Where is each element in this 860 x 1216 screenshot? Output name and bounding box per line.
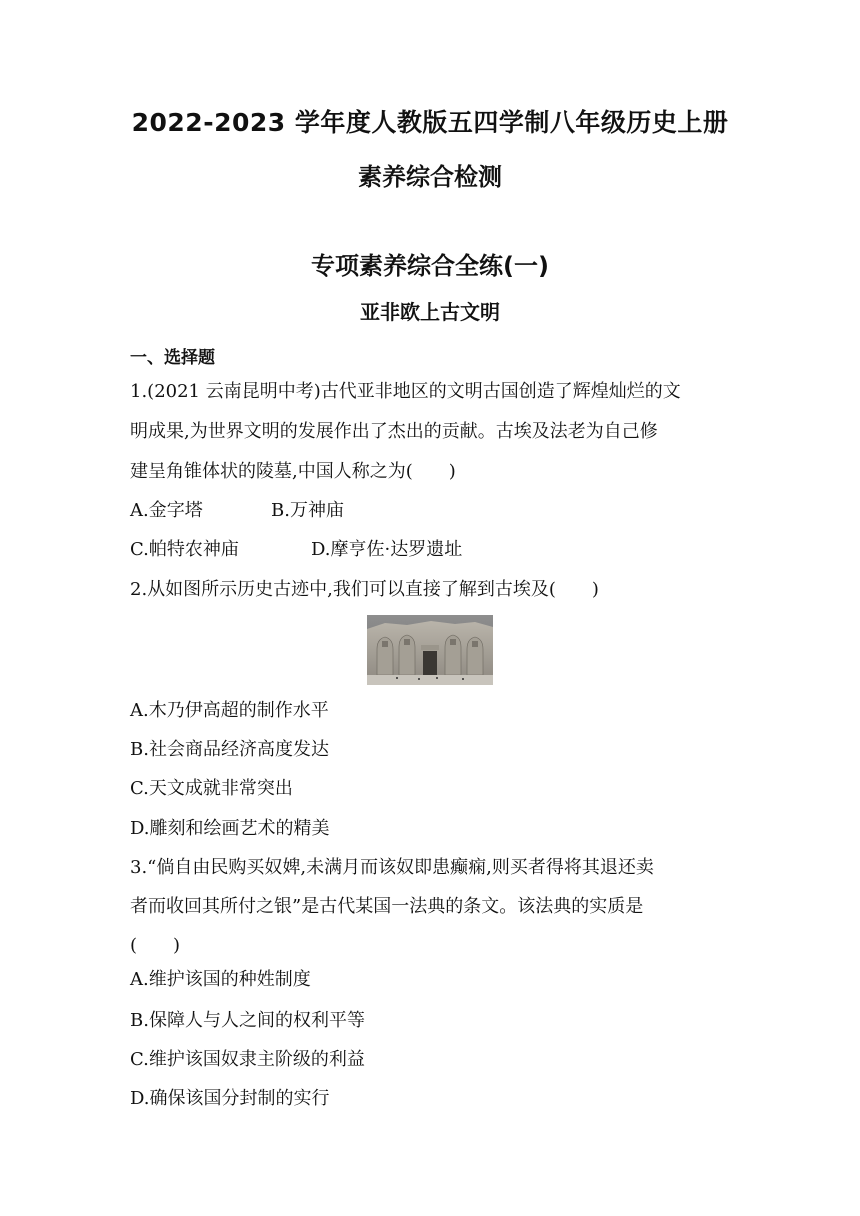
question-1-line-1: 1.(2021 云南昆明中考)古代亚非地区的文明古国创造了辉煌灿烂的文 [130,381,681,402]
question-3-option-d: D.确保该国分封制的实行 [130,1088,330,1109]
question-2-option-c: C.天文成就非常突出 [130,778,293,799]
document-title: 2022-2023 学年度人教版五四学制八年级历史上册 [131,108,729,137]
question-2-option-b: B.社会商品经济高度发达 [130,739,329,760]
part-heading: 一、选择题 [130,348,215,368]
question-1-option-b: B.万神庙 [271,500,344,521]
question-1-option-a: A.金字塔 [130,500,203,521]
section-title: 专项素养综合全练(一) [311,252,549,280]
question-3-option-b: B.保障人与人之间的权利平等 [130,1010,365,1031]
question-2-line-1: 2.从如图所示历史古迹中,我们可以直接了解到古埃及( ) [130,579,599,600]
question-1-options-row-2 [130,538,463,562]
question-3-line-2: 者而收回其所付之银”是古代某国一法典的条文。该法典的实质是 [130,896,644,917]
question-3-line-3: ( ) [130,935,181,956]
question-1-line-3: 建呈角锥体状的陵墓,中国人称之为( ) [130,461,456,482]
question-2-option-d: D.雕刻和绘画艺术的精美 [130,818,330,839]
abu-simbel-temple-photo [367,615,493,685]
question-1-option-c: C.帕特农神庙 [130,539,239,560]
question-1-option-d: D.摩亨佐·达罗遗址 [311,539,463,560]
question-2-option-a: A.木乃伊高超的制作水平 [130,700,329,721]
question-3-option-c: C.维护该国奴隶主阶级的利益 [130,1049,365,1070]
question-3-line-1: 3.“倘自由民购买奴婢,未满月而该奴即患癫痫,则买者得将其退还卖 [130,857,654,878]
section-subtitle: 亚非欧上古文明 [360,300,500,324]
question-1-options-row-1 [130,499,344,523]
document-subtitle: 素养综合检测 [358,163,502,191]
question-1-line-2: 明成果,为世界文明的发展作出了杰出的贡献。古埃及法老为自己修 [130,421,658,442]
question-3-option-a: A.维护该国的种姓制度 [130,969,311,990]
